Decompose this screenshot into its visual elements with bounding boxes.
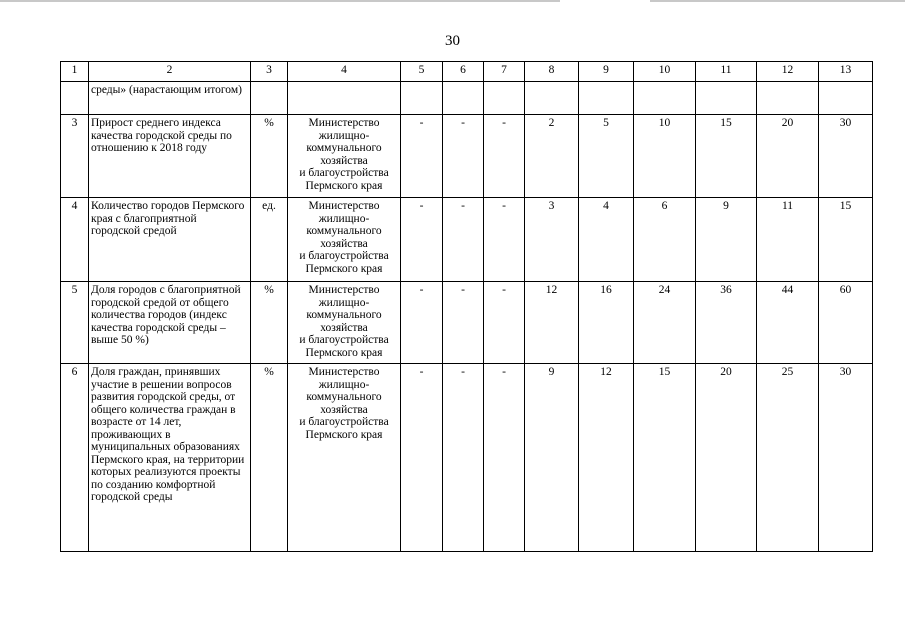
value-cell: 15 xyxy=(634,364,696,552)
value-cell: - xyxy=(401,364,443,552)
header-cell: 12 xyxy=(757,62,819,82)
value-cell: - xyxy=(443,282,484,364)
value-cell: 12 xyxy=(579,364,634,552)
value-cell: 12 xyxy=(525,282,579,364)
value-cell: 2 xyxy=(525,115,579,198)
value-cell xyxy=(757,82,819,115)
value-cell: 3 xyxy=(525,198,579,282)
value-cell: - xyxy=(443,364,484,552)
value-cell: 11 xyxy=(757,198,819,282)
row-number: 6 xyxy=(61,364,89,552)
value-cell: 24 xyxy=(634,282,696,364)
responsible-cell xyxy=(288,82,401,115)
indicator-name: Количество городов Пермского края с благоприятной городской средой xyxy=(89,198,251,282)
value-cell xyxy=(634,82,696,115)
header-cell: 6 xyxy=(443,62,484,82)
header-cell: 10 xyxy=(634,62,696,82)
responsible-cell: Министерство жилищно- коммунального хозяйства и благоустройства Пермского края xyxy=(288,364,401,552)
value-cell xyxy=(579,82,634,115)
header-cell: 9 xyxy=(579,62,634,82)
value-cell: 10 xyxy=(634,115,696,198)
unit-cell: % xyxy=(251,364,288,552)
value-cell: - xyxy=(401,282,443,364)
value-cell: 30 xyxy=(819,115,873,198)
table-row xyxy=(61,282,873,364)
table-row xyxy=(61,198,873,282)
responsible-cell: Министерство жилищно- коммунального хозяйства и благоустройства Пермского края xyxy=(288,115,401,198)
header-cell: 11 xyxy=(696,62,757,82)
value-cell: 16 xyxy=(579,282,634,364)
value-cell: 4 xyxy=(579,198,634,282)
value-cell: 6 xyxy=(634,198,696,282)
row-number: 3 xyxy=(61,115,89,198)
row-number: 4 xyxy=(61,198,89,282)
header-cell: 5 xyxy=(401,62,443,82)
value-cell: 9 xyxy=(696,198,757,282)
value-cell: - xyxy=(401,115,443,198)
value-cell: 15 xyxy=(696,115,757,198)
value-cell: 20 xyxy=(757,115,819,198)
indicator-name: Прирост среднего индекса качества городской среды по отношению к 2018 году xyxy=(89,115,251,198)
value-cell: - xyxy=(484,198,525,282)
table-row xyxy=(61,115,873,198)
responsible-cell: Министерство жилищно- коммунального хозяйства и благоустройства Пермского края xyxy=(288,282,401,364)
value-cell: 44 xyxy=(757,282,819,364)
indicator-name: среды» (нарастающим итогом) xyxy=(89,82,251,115)
table-header-row xyxy=(61,62,873,82)
indicator-name: Доля граждан, принявших участие в решении вопросов развития городской среды, от общего количества граждан в возрасте от 14 лет, проживающих в муниципальных образованиях Пермского края, на территории которых реализуются проекты по созданию комфортной городской среды xyxy=(89,364,251,552)
value-cell: - xyxy=(484,364,525,552)
value-cell: - xyxy=(443,115,484,198)
value-cell: 30 xyxy=(819,364,873,552)
value-cell: 9 xyxy=(525,364,579,552)
value-cell: - xyxy=(443,198,484,282)
value-cell: 60 xyxy=(819,282,873,364)
value-cell xyxy=(401,82,443,115)
value-cell: 5 xyxy=(579,115,634,198)
page-number: 30 xyxy=(445,33,460,49)
header-cell: 4 xyxy=(288,62,401,82)
value-cell xyxy=(525,82,579,115)
value-cell xyxy=(696,82,757,115)
value-cell: 15 xyxy=(819,198,873,282)
unit-cell xyxy=(251,82,288,115)
value-cell: - xyxy=(484,115,525,198)
value-cell: 36 xyxy=(696,282,757,364)
table-row xyxy=(61,364,873,552)
indicators-table xyxy=(60,61,873,552)
value-cell xyxy=(819,82,873,115)
responsible-cell: Министерство жилищно- коммунального хозяйства и благоустройства Пермского края xyxy=(288,198,401,282)
value-cell: 20 xyxy=(696,364,757,552)
value-cell: 25 xyxy=(757,364,819,552)
value-cell: - xyxy=(401,198,443,282)
unit-cell: % xyxy=(251,115,288,198)
row-number: 5 xyxy=(61,282,89,364)
indicator-name: Доля городов с благоприятной городской средой от общего количества городов (индекс качества городской среды – выше 50 %) xyxy=(89,282,251,364)
value-cell xyxy=(484,82,525,115)
header-cell: 2 xyxy=(89,62,251,82)
header-cell: 13 xyxy=(819,62,873,82)
row-number xyxy=(61,82,89,115)
header-cell: 7 xyxy=(484,62,525,82)
value-cell xyxy=(443,82,484,115)
scan-edge xyxy=(0,0,905,2)
table-row xyxy=(61,82,873,115)
header-cell: 8 xyxy=(525,62,579,82)
unit-cell: ед. xyxy=(251,198,288,282)
value-cell: - xyxy=(484,282,525,364)
unit-cell: % xyxy=(251,282,288,364)
header-cell: 1 xyxy=(61,62,89,82)
header-cell: 3 xyxy=(251,62,288,82)
